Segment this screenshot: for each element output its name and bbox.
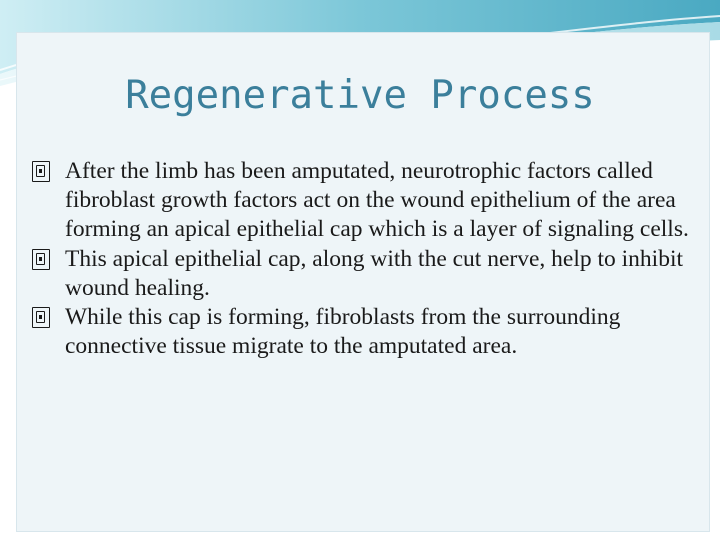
bullet-text: While this cap is forming, fibroblasts from the surrounding connective tissue migrate to the amputated area.: [65, 304, 621, 360]
bullet-text: After the limb has been amputated, neurotrophic factors called fibroblast growth factors act on the wound epithelium of the area forming an apical epithelial cap which is a layer of signaling cells.: [65, 158, 689, 243]
bullet-item: [32, 303, 692, 361]
missing-glyph-box-icon: [32, 307, 50, 328]
bullet-item: [32, 245, 692, 303]
missing-glyph-box-icon: [32, 249, 50, 270]
bullet-item: [32, 157, 692, 245]
bullet-list: [32, 157, 692, 361]
missing-glyph-box-icon: [32, 161, 50, 182]
slide-title: Regenerative Process: [125, 73, 595, 118]
bullet-text: This apical epithelial cap, along with the cut nerve, help to inhibit wound healing.: [65, 245, 683, 301]
